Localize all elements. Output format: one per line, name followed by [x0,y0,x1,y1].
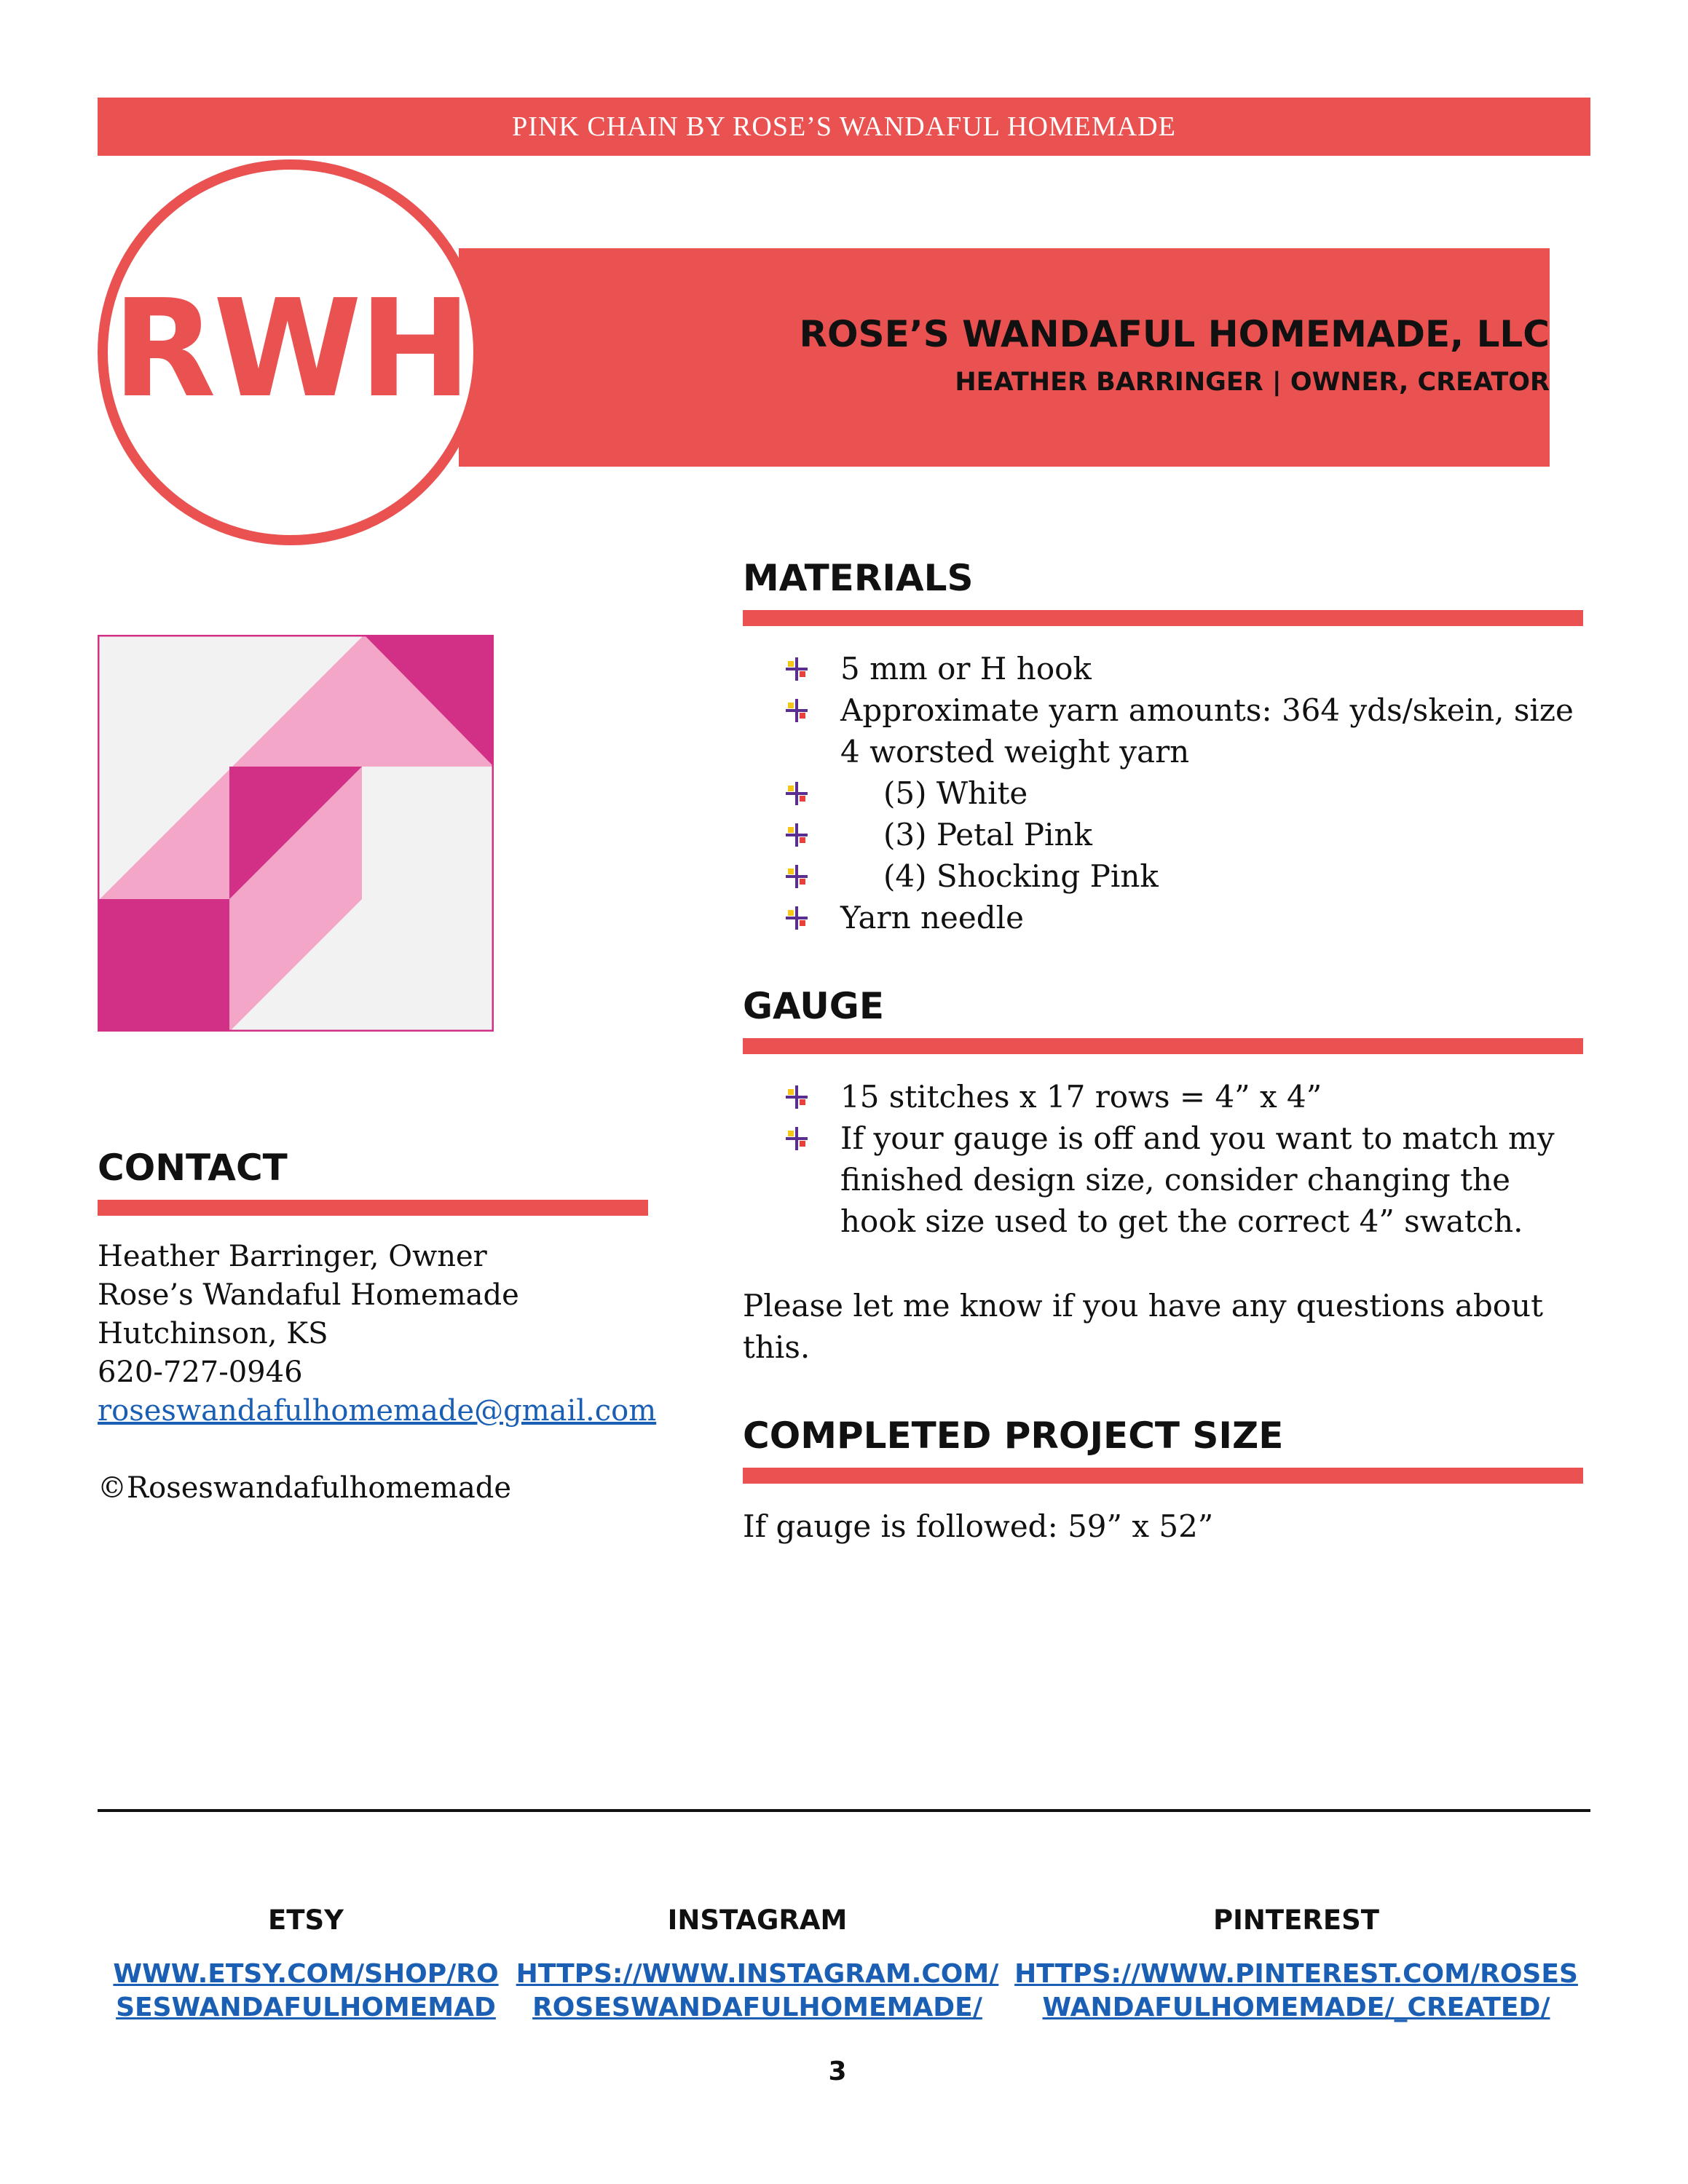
materials-heading: MATERIALS [743,557,974,599]
etsy-label: ETSY [268,1904,344,1936]
instagram-link[interactable]: HTTPS://WWW.INSTAGRAM.COM/ ROSESWANDAFULHOMEMADE/ [516,1959,999,2022]
arrow-bullet-icon [783,782,811,805]
gauge-note: Please let me know if you have any questions about this. [743,1288,1543,1365]
company-name: ROSE’S WANDAFUL HOMEMADE, LLC [799,313,1550,355]
pinterest-link[interactable]: HTTPS://WWW.PINTEREST.COM/ROSES WANDAFULHOMEMADE/_CREATED/ [1014,1959,1578,2022]
owner-line: HEATHER BARRINGER | OWNER, CREATOR [955,368,1550,397]
arrow-bullet-icon [783,906,811,930]
arrow-bullet-icon [783,1085,811,1109]
header-banner [459,248,1550,467]
arrow-bullet-icon [783,1127,811,1150]
arrow-bullet-icon [783,657,811,681]
pink-chain-block-image [98,635,494,1032]
list-item: If your gauge is off and you want to match my finished design size, consider changing the hook size used to get the correct 4” swatch. [743,1117,1583,1242]
contact-business: Rose’s Wandaful Homemade [98,1278,519,1312]
arrow-bullet-icon [783,823,811,847]
logo-text: RWH [112,270,469,427]
pinterest-label: PINTEREST [1212,1904,1380,1936]
etsy-link[interactable]: WWW.ETSY.COM/SHOP/RO SESWANDAFULHOMEMAD [113,1959,499,2022]
gauge-heading: GAUGE [743,985,884,1027]
copyright: ©Roseswandafulhomemade [98,1471,512,1505]
top-title-bar [98,98,1590,156]
instagram-section [510,1904,1005,2025]
list-item: 5 mm or H hook [743,648,1583,689]
contact-phone: 620-727-0946 [98,1356,303,1389]
gauge-list [743,1076,1583,1242]
list-item: (5) White [743,772,1583,814]
shocking-pink-lower-square [98,899,229,1032]
list-item: (3) Petal Pink [743,814,1583,855]
instagram-label: INSTAGRAM [667,1904,848,1936]
footer-divider [98,1809,1590,1812]
project-size-rule [743,1468,1583,1484]
page-number: 3 [828,2057,847,2086]
rwh-logo [98,159,484,545]
materials-rule [743,610,1583,626]
contact-location: Hutchinson, KS [98,1317,328,1350]
list-item: Approximate yarn amounts: 364 yds/skein, size 4 worsted weight yarn [743,689,1583,772]
etsy-section [80,1904,532,2025]
list-item: Yarn needle [743,897,1583,938]
arrow-bullet-icon [783,699,811,722]
contact-rule [98,1200,648,1216]
list-item: (4) Shocking Pink [743,855,1583,897]
project-size-text: If gauge is followed: 59” x 52” [743,1508,1214,1544]
contact-heading: CONTACT [98,1147,288,1189]
list-item: 15 stitches x 17 rows = 4” x 4” [743,1076,1583,1117]
contact-block [98,1238,656,1508]
materials-list [743,648,1583,938]
pinterest-section [1012,1904,1580,2025]
gauge-rule [743,1038,1583,1054]
contact-name: Heather Barringer, Owner [98,1240,487,1273]
contact-email-link[interactable]: roseswandafulhomemade@gmail.com [98,1394,657,1428]
project-size-heading: COMPLETED PROJECT SIZE [743,1415,1284,1457]
arrow-bullet-icon [783,865,811,888]
document-title: PINK CHAIN BY ROSE’S WANDAFUL HOMEMADE [512,111,1176,142]
